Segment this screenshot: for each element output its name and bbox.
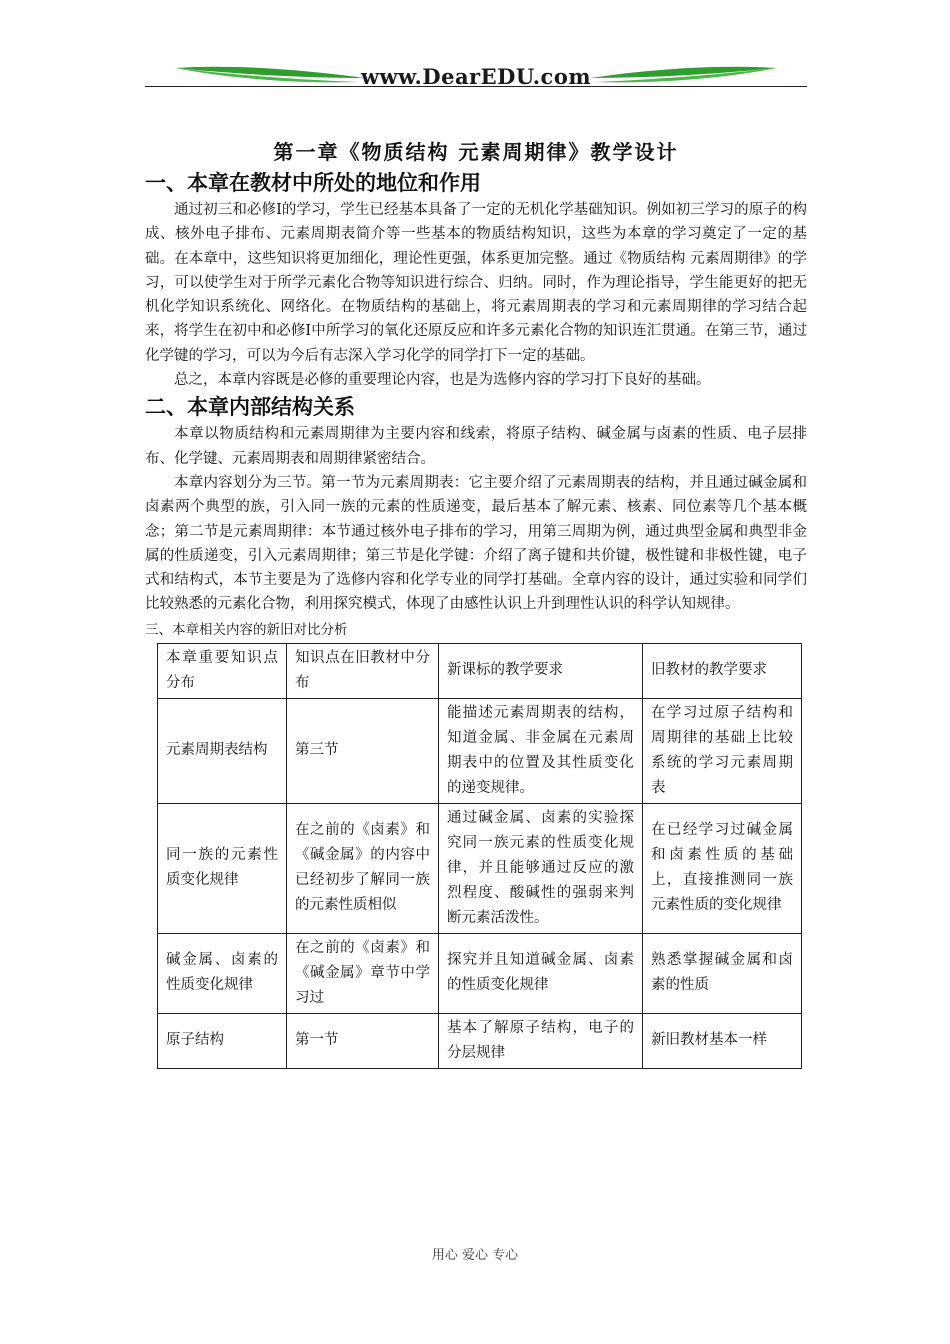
table-row [158,803,802,933]
table-row [158,933,802,1013]
table-cell: 新旧教材基本一样 [643,1013,802,1068]
header-rule [145,86,807,87]
table-header-row [158,643,802,698]
document-body [145,136,807,1069]
page-title: 第一章《物质结构 元素周期律》教学设计 [273,140,679,164]
section1-paragraph-1: 通过初三和必修Ⅰ的学习，学生已经基本具备了一定的无机化学基础知识。例如初三学习的原子的构成、核外电子排布、元素周期表简介等一些基本的物质结构知识，这些为本章的学习奠定了一定的基础。在本章中，这些知识将更加细化，理论性更强，体系更加完整。通过《物质结构 元素周期律》的学习，可以使学生对于所学元素化合物等知识进行综合、归纳。同时，作为理论指导，学生能更好的把无机化学知识系统化、网络化。在物质结构的基础上，将元素周期表的学习和元素周期律的学习结合起来，将学生在初中和必修Ⅰ中所学习的氧化还原反应和许多元素化合物的知识连汇贯通。在第三节，通过化学键的学习，可以为今后有志深入学习化学的同学打下一定的基础。 [145,202,807,364]
table-cell: 碱金属、卤素的性质变化规律 [158,933,287,1013]
table-cell: 在之前的《卤素》和《碱金属》章节中学习过 [287,933,439,1013]
table-header-cell: 新课标的教学要求 [439,643,643,698]
table-cell: 元素周期表结构 [158,698,287,803]
table-cell: 熟悉掌握碱金属和卤素的性质 [643,933,802,1013]
table-cell: 第三节 [287,698,439,803]
section2-paragraph-1: 本章以物质结构和元素周期律为主要内容和线索，将原子结构、碱金属与卤素的性质、电子层排布、化学键、元素周期表和周期律紧密结合。 [145,426,807,467]
table-header-cell: 知识点在旧教材中分布 [287,643,439,698]
table-cell: 第一节 [287,1013,439,1068]
comparison-table [157,643,802,1069]
table-cell: 通过碱金属、卤素的实验探究同一族元素的性质变化规律，并且能够通过反应的激烈程度、酸碱性的强弱来判断元素活泼性。 [439,803,643,933]
table-header-cell: 旧教材的教学要求 [643,643,802,698]
section2-heading: 二、本章内部结构关系 [145,395,355,420]
table-cell: 能描述元素周期表的结构，知道金属、非金属在元素周期表中的位置及其性质变化的递变规律。 [439,698,643,803]
table-cell: 探究并且知道碱金属、卤素的性质变化规律 [439,933,643,1013]
section2-paragraph-2: 本章内容划分为三节。第一节为元素周期表：它主要介绍了元素周期表的结构，并且通过碱金属和卤素两个典型的族，引入同一族的元素的性质递变，最后基本了解元素、核素、同位素等几个基本概念；第二节是元素周期律：本节通过核外电子排布的学习，用第三周期为例，通过典型金属和典型非金属的性质递变，引入元素周期律；第三节是化学键：介绍了离子键和共价键，极性键和非极性键，电子式和结构式，本节主要是为了选修内容和化学专业的同学打基础。全章内容的设计，通过实验和同学们比较熟悉的元素化合物，利用探究模式，体现了由感性认识上升到理性认识的科学认知规律。 [145,474,807,613]
page-footer: 用心 爱心 专心 [431,1248,519,1263]
table-row [158,698,802,803]
table-cell: 在之前的《卤素》和《碱金属》的内容中已经初步了解同一族的元素性质相似 [287,803,439,933]
section3-heading: 三、本章相关内容的新旧对比分析 [145,621,348,638]
table-cell: 原子结构 [158,1013,287,1068]
section1-heading: 一、本章在教材中所处的地位和作用 [145,171,481,195]
table-header-cell: 本章重要知识点分布 [158,643,287,698]
table-cell: 基本了解原子结构，电子的分层规律 [439,1013,643,1068]
site-logo: www.DearEDU.com [360,64,592,89]
table-cell: 在已经学习过碱金属和卤素性质的基础上，直接推测同一族元素性质的变化规律 [643,803,802,933]
section1-paragraph-2: 总之，本章内容既是必修的重要理论内容，也是为选修内容的学习打下良好的基础。 [174,372,711,389]
table-cell: 同一族的元素性质变化规律 [158,803,287,933]
table-cell: 在学习过原子结构和周期律的基础上比较系统的学习元素周期表 [643,698,802,803]
table-row [158,1013,802,1068]
